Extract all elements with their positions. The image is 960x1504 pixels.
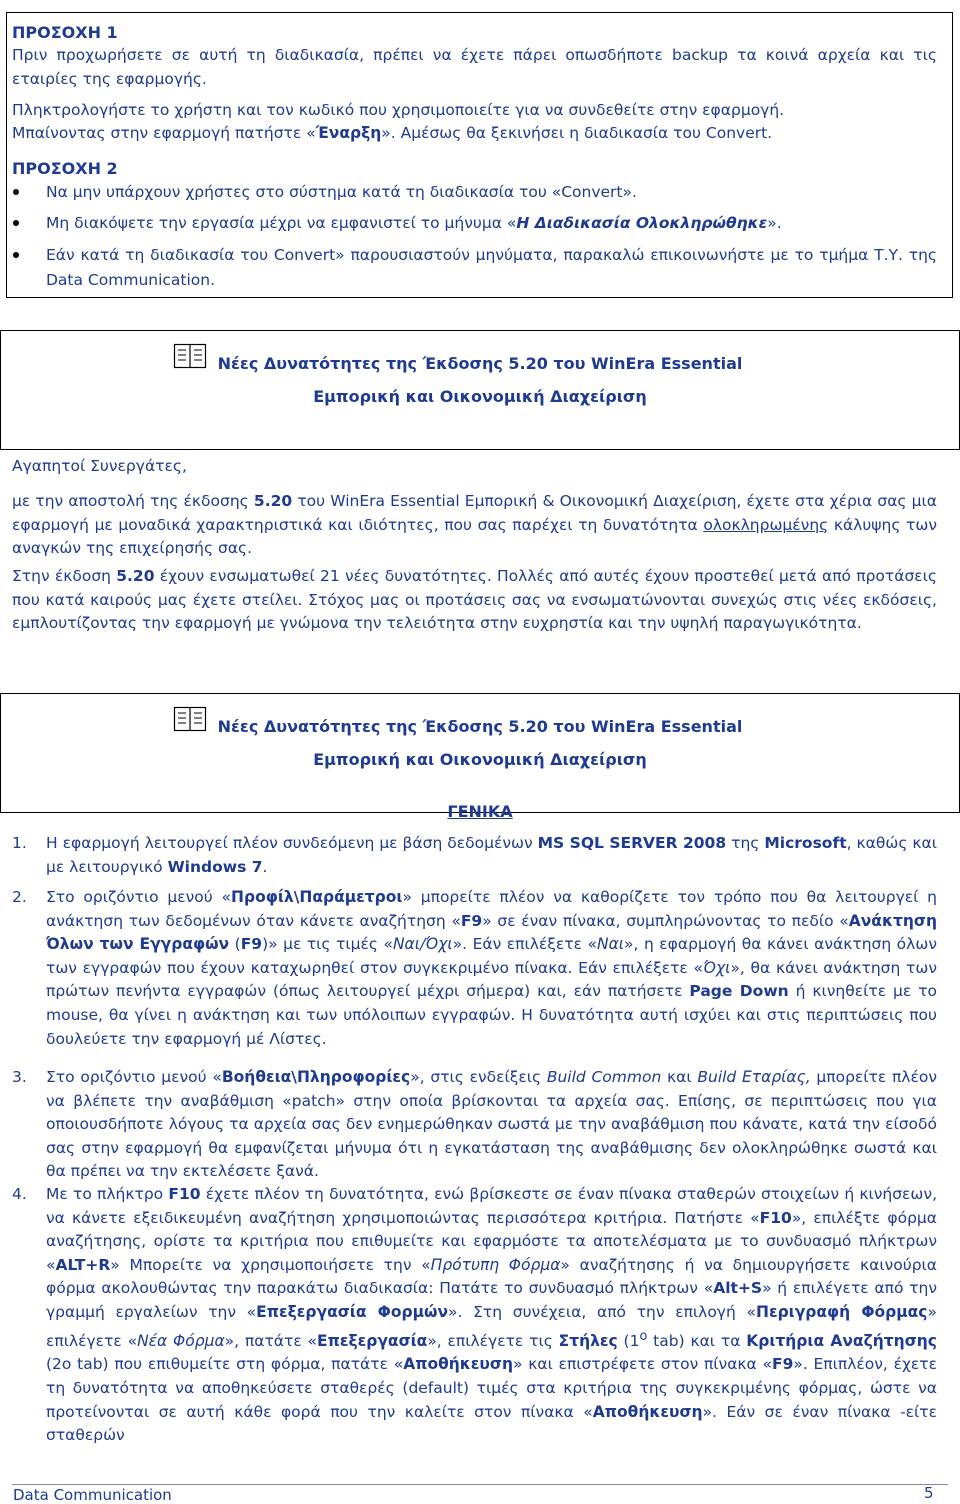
text-run: ή κινηθείτε με το mouse, θα γίνει η ανάκτηση και των υπόλοιπων εγγραφών. Η δυνατότητα αυτή ισχύει και στις περιπτώσεις που δουλεύετε την εφαρμογή μέ Λίστες. <box>46 982 938 1048</box>
text-run-bold: ALT+R <box>55 1255 111 1274</box>
text-run-bold: Αποθήκευση <box>592 1402 703 1421</box>
text-run: », πατάτε « <box>224 1331 317 1350</box>
notice-heading-2: ΠΡΟΣΟΧΗ 2 <box>12 159 118 178</box>
text-run: , καθώς και με λειτουργικό <box>46 834 938 876</box>
item-number: 4. <box>12 1185 27 1203</box>
banner-subtitle: Εμπορική και Οικονομική Διαχείριση <box>313 387 647 406</box>
notice-paragraph-2a: Πληκτρολογήστε το χρήστη και τον κωδικό που χρησιμοποιείτε για να συνδεθείτε στην εφαρμογή. <box>12 101 785 119</box>
text-run-underlined: ολοκληρωμένης <box>703 515 829 534</box>
footer-rule <box>12 1484 948 1485</box>
text-run: » μπορείτε πλέον να καθορίζετε τον τρόπο που θα λειτουργεί η ανάκτηση των δεδομένων όταν κάνετε αναζήτηση « <box>46 888 938 930</box>
text-run: της <box>726 834 765 852</box>
text-run-bold: Αποθήκευση <box>403 1355 514 1374</box>
text-run-bold: F10 <box>168 1185 201 1203</box>
text-run: Στην έκδοση <box>12 567 117 585</box>
bullet-dot <box>13 220 19 226</box>
text-run-bold: Alt+S <box>713 1279 763 1298</box>
text-run: (1 <box>617 1331 640 1350</box>
text-run: Με το πλήκτρο <box>46 1185 169 1203</box>
text-run-bold: Έναρξη <box>315 124 382 142</box>
text-run-bold: Επεξεργασία <box>317 1331 428 1350</box>
item-number: 1. <box>12 834 27 852</box>
text-run-bold: F9 <box>772 1355 794 1374</box>
text-run-bold: F9 <box>240 935 263 954</box>
banner-title: Νέες Δυνατότητες της Έκδοσης 5.20 του WinEra Essential <box>217 354 743 373</box>
text-run: ». Εάν επιλέξετε « <box>452 935 597 954</box>
text-run-italic: Build Common <box>546 1068 662 1086</box>
text-run-bold: Κριτήρια Αναζήτησης <box>746 1331 937 1350</box>
text-run: ». Αμέσως θα ξεκινήσει η διαδικασία του Convert. <box>381 124 773 142</box>
section-title: ΓΕΝΙΚΑ <box>447 802 513 821</box>
banner-title: Νέες Δυνατότητες της Έκδοσης 5.20 του WinEra Essential <box>217 717 743 736</box>
text-run: Στο οριζόντιο μενού « <box>46 1068 222 1086</box>
notice-bullet-1: Να μην υπάρχουν χρήστες στο σύστημα κατά τη διαδικασία του «Convert». <box>46 183 637 201</box>
text-run: (2o tab) που επιθυμείτε στη φόρμα, πατάτε « <box>46 1355 404 1374</box>
notice-bullet-2 <box>46 211 936 236</box>
text-run: . <box>262 857 268 876</box>
text-run-bold: Microsoft <box>764 834 847 852</box>
item-3 <box>46 1066 937 1184</box>
footer-company: Data Communication <box>13 1486 172 1504</box>
text-run: ». Εάν σε έναν πίνακα -είτε σταθερών <box>46 1402 937 1445</box>
text-run: Στο οριζόντιο μενού « <box>46 888 232 906</box>
text-run-italic: Ναι/Όχι <box>392 935 453 954</box>
text-run: μπορείτε πλέον να βλέπετε την αναβάθμιση «patch» στην οποία βρίσκονται τα αρχεία σας. Επίσης, σε περιπτώσεις που για οποιουσδήποτε λόγους τα αρχεία σας δεν ενημερώθηκαν σωστά με την αναβάθμιση που κάνατε, κατά την είσοδό σας στην εφαρμογή θα εμφανίζεται μήνυμα ότι η εγκατάσταση της αναβάθμισης δεν ολοκληρώθηκε σωστά και θα πρέπει να την εκτελέσετε ξανά. <box>46 1068 937 1181</box>
bullet-dot <box>13 189 19 195</box>
text-run: και <box>661 1068 698 1086</box>
notice-bullet-3: Εάν κατά τη διαδικασία του Convert» παρουσιαστούν μηνύματα, παρακαλώ επικοινωνήστε με το τμήμα Τ.Υ. της Data Communication. <box>46 246 937 289</box>
text-run: ». Στη συνέχεια, από την επιλογή « <box>448 1302 756 1321</box>
text-run-bold: Περιγραφή Φόρμας <box>755 1302 928 1321</box>
text-run: )» με τις τιμές « <box>262 935 393 954</box>
notice-heading-1: ΠΡΟΣΟΧΗ 1 <box>12 23 118 42</box>
text-run: » επιλέγετε « <box>46 1302 937 1350</box>
text-run: ». <box>767 214 782 232</box>
text-run: ( <box>229 935 241 954</box>
text-run-italic: Όχι <box>703 958 731 977</box>
superscript: o <box>639 1328 648 1344</box>
item-1 <box>46 832 937 879</box>
item-number: 2. <box>12 888 27 906</box>
bullet-dot <box>13 252 19 258</box>
text-run-bold: Ανάκτηση Όλων των Εγγραφών <box>46 911 937 954</box>
text-run: του WinEra Essential Εμπορική & Οικονομική Διαχείριση, έχετε στα χέρια σας μια εφαρμογή με μοναδικά χαρακτηριστικά και ιδιότητες, που σας παρέχει τη δυνατότητα <box>12 492 937 534</box>
text-run-bold: MS SQL SERVER 2008 <box>537 834 727 852</box>
text-run: » αναζήτησης ή να δημιουργήσετε καινούρια φόρμα ακολουθώντας την παρακάτω διαδικασία: Πατάτε το συνδυασμό πλήκτρων « <box>46 1255 937 1298</box>
text-run-bold: Βοήθεια\Πληροφορίες <box>221 1068 411 1086</box>
text-run: ». Επιπλέον, έχετε τη δυνατότητα να αποθηκεύσετε σταθερές (default) τιμές στα κριτήρια της συγκεκριμένης φόρμας, ώστε να προτείνονται σε αυτή κάθε φορά που την καλείτε στον πίνακα « <box>46 1355 937 1421</box>
text-run-bold: Windows 7 <box>167 857 263 876</box>
text-run: Μπαίνοντας στην εφαρμογή πατήστε « <box>12 124 316 142</box>
notice-paragraph-1: Πριν προχωρήσετε σε αυτή τη διαδικασία, πρέπει να έχετε πάρει οπωσδήποτε backup τα κοινά αρχεία και τις εταιρίες της εφαρμογής. <box>12 46 937 88</box>
text-run: », η εφαρμογή θα κάνει ανάκτηση όλων των εγγραφών που έχουν καταχωρηθεί στον συγκεκριμένο πίνακα. Εάν επιλέξετε « <box>46 935 937 977</box>
text-run-italic: Ναι <box>596 935 625 954</box>
text-run: κάλυψης των αναγκών της επιχείρησής σας. <box>12 515 937 557</box>
item-4 <box>46 1183 937 1448</box>
text-run-bold: Στήλες <box>558 1331 618 1350</box>
text-run-bold: F10 <box>759 1208 792 1227</box>
text-run-bold: F9 <box>460 911 483 930</box>
greeting: Αγαπητοί Συνεργάτες, <box>12 457 187 475</box>
text-run: », στις ενδείξεις <box>410 1068 547 1086</box>
text-run: », επιλέξτε φόρμα αναζήτησης, ορίστε τα κριτήρια που επιθυμείτε και εφαρμόστε τα αποτελέσματα με το συνδυασμό πλήκτρων « <box>46 1208 938 1274</box>
text-run-italic: Νέα Φόρμα <box>137 1331 225 1350</box>
text-run: » Μπορείτε να χρησιμοποιήσετε την « <box>110 1255 431 1274</box>
page-number: 5 <box>924 1484 934 1502</box>
banner-subtitle: Εμπορική και Οικονομική Διαχείριση <box>313 750 647 769</box>
text-run-bold-italic: Η Διαδικασία Ολοκληρώθηκε <box>516 214 768 232</box>
intro-paragraph-2 <box>12 565 937 636</box>
text-run-bold: Page Down <box>689 982 789 1001</box>
version-number: 5.20 <box>253 492 293 510</box>
text-run: » και επιστρέφετε στον πίνακα « <box>513 1355 772 1374</box>
version-number: 5.20 <box>116 567 155 585</box>
text-run: Η εφαρμογή λειτουργεί πλέον συνδεόμενη με βάση δεδομένων <box>46 834 538 852</box>
text-run: », θα κάνει ανάκτηση των πρώτων πενήντα εγγραφών (όπως λειτουργεί μέχρι σήμερα) και, εάν πατήσετε <box>46 958 938 1001</box>
text-run: », επιλέγετε τις <box>427 1331 559 1350</box>
text-run: tab) και τα <box>647 1331 747 1350</box>
text-run: έχουν ενσωματωθεί 21 νέες δυνατότητες. Πολλές από αυτές έχουν προστεθεί μετά από προτάσεις που κατά καιρούς μας έχετε στείλει. Στόχος μας οι προτάσεις σας να ενσωματώνονται συνεχώς στις νέες εκδόσεις, εμπλουτίζοντας την εφαρμογή με γνώμονα την τελειότητα στην ευχρηστία και την υψηλή παραγωγικότητα. <box>12 567 937 632</box>
text-run-bold: Επεξεργασία Φορμών <box>256 1302 449 1321</box>
text-run: » ή επιλέγετε από την γραμμή εργαλείων την « <box>46 1279 937 1321</box>
intro-paragraph-1 <box>12 490 937 561</box>
text-run: με την αποστολή της έκδοσης <box>12 492 254 510</box>
text-run-italic: Πρότυπη Φόρμα <box>430 1255 561 1274</box>
notice-paragraph-2b <box>12 122 937 146</box>
text-run: » σε έναν πίνακα, συμπληρώνοντας το πεδίο « <box>482 911 849 930</box>
item-number: 3. <box>12 1068 27 1086</box>
item-2 <box>46 886 937 1051</box>
text-run: έχετε πλέον τη δυνατότητα, ενώ βρίσκεστε σε έναν πίνακα σταθερών στοιχείων ή κινήσεων, να κάνετε εξειδικευμένη αναζήτηση χρησιμοποιώντας περισσότερα κριτήρια. Πατήστε « <box>46 1185 938 1227</box>
text-run-bold: Προφίλ\Παράμετροι <box>231 888 403 906</box>
text-run-italic: Build Εταρίας, <box>697 1068 811 1086</box>
text-run: Μη διακόψετε την εργασία μέχρι να εμφανιστεί το μήνυμα « <box>46 214 517 232</box>
